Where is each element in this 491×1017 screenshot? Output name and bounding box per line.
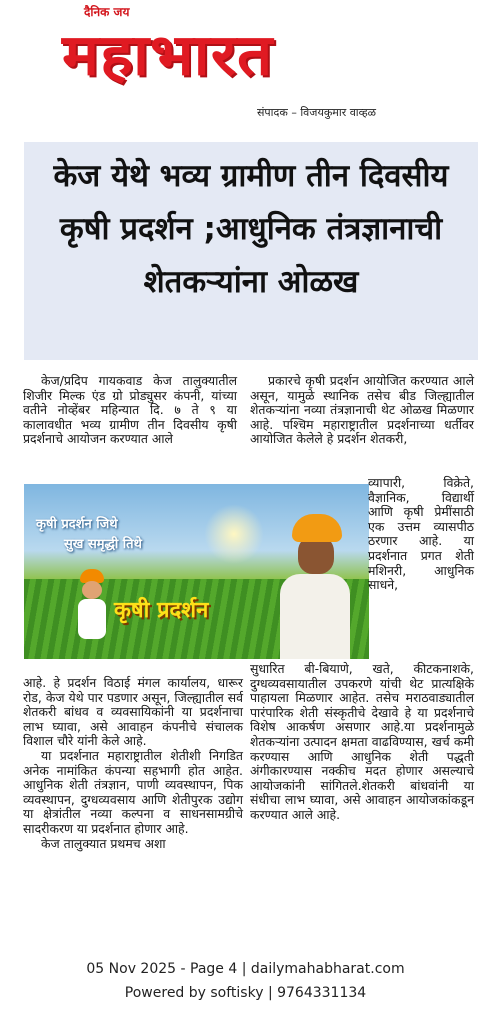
article-paragraph: सुधारित बी-बियाणे, खते, कीटकनाशके, दुग्धव्यवसायातील उपकरणे यांची थेट प्रात्यक्षिके पाहायला मिळणार आहेत. तसेच मराठवाड्यातील पारंपारिक शेती संस्कृतीचे देखावे हे या प्रदर्शनाचे विशेष आकर्षण असणार आहे.या प्रदर्शनामुळे शेतकऱ्यांना उत्पादन क्षमता वाढविण्यास, खर्च कमी करण्यास आणि आधुनिक शेती पद्धती अंगीकारण्यास नक्कीच मदत होणार असल्याचे आयोजकांनी सांगितले.शेतकरी बांधवांनी या संधीचा लाभ घ्यावा, असे आवाहन आयोजकांकडून करण्यात आले आहे. [250, 661, 474, 822]
krishi-pradarshan-banner [24, 484, 369, 659]
masthead [0, 0, 491, 128]
banner-brand: कृषी प्रदर्शन [114, 598, 209, 623]
sun-glow [204, 504, 264, 564]
footer-credit: Powered by softisky | 9764331134 [124, 985, 367, 1001]
logo-prefix: दैनिक जय [84, 5, 130, 19]
article-column-3 [23, 676, 243, 851]
farmer-photo [274, 514, 354, 659]
editor-credit: संपादक – विजयकुमार वाव्हळ [257, 106, 377, 119]
footer-date-page: 05 Nov 2025 - Page 4 | dailymahabharat.com [86, 961, 405, 977]
article-paragraph: या प्रदर्शनात महाराष्ट्रातील शेतीशी निगडित अनेक नामांकित कंपन्या सहभागी होत आहेत. आधुनिक शेती तंत्रज्ञान, पाणी व्यवस्थापन, पिक व्यवस्थापन, दुग्धव्यवसाय आणि शेतीपुरक उद्योग या क्षेत्रांतील नव्या कल्पना व साधनसामग्रीचे सादरीकरण या प्रदर्शनात होणार आहे. [23, 747, 243, 836]
banner-tagline-1: कृषी प्रदर्शन जिथे [36, 517, 118, 532]
article-paragraph: आहे. हे प्रदर्शन विठाई मंगल कार्यालय, धारूर रोड, केज येथे पार पडणार असून, जिल्ह्यातील सर्व शेतकरी बांधव व व्यवसायिकांनी या प्रदर्शनाचा लाभ घ्यावा, असे आवाहन कंपनीचे संचालक विशाल चौरे यांनी केले आहे. [23, 675, 243, 749]
cartoon-farmer-icon [74, 569, 110, 639]
article-paragraph: प्रकारचे कृषी प्रदर्शन आयोजित करण्यात आले असून, यामुळे स्थानिक तसेच बीड जिल्ह्यातील शेतकऱ्यांना नव्या तंत्रज्ञानाची थेट ओळख मिळणार आहे. पश्चिम महाराष्ट्रातील प्रदर्शनाच्या धर्तीवर आयोजित केलेले हे प्रदर्शन शेतकरी, [250, 373, 474, 447]
newspaper-logo: महाभारत [62, 21, 274, 89]
headline: केज येथे भव्य ग्रामीण तीन दिवसीय कृषी प्रदर्शन ;आधुनिक तंत्रज्ञानाची शेतकऱ्यांना ओळख [53, 158, 449, 300]
banner-tagline-2: सुख समृद्धी तिथे [64, 537, 142, 552]
article-paragraph: केज/प्रदिप गायकवाड केज तालुक्यातील शिजीर मिल्क एंड ग्रो प्रोड्युसर कंपनी, यांच्या वतीने नोव्हेंबर महिन्यात दि. ७ ते ९ या कालावधीत भव्य ग्रामीण तीन दिवसीय कृषी प्रदर्शनाचे आयोजन करण्यात आले [23, 373, 237, 447]
article-paragraph: व्यापारी, विक्रेते, वैज्ञानिक, विद्यार्थी आणि कृषी प्रेमींसाठी एक उत्तम व्यासपीठ ठरणार आहे. या प्रदर्शनात प्रगत शेती मशिनरी, आधुनिक साधने, [368, 475, 474, 593]
article-column-1 [23, 374, 237, 447]
article-column-2 [250, 374, 474, 447]
article-column-4 [250, 662, 474, 823]
article-paragraph: केज तालुक्यात प्रथमच अशा [41, 835, 166, 851]
article-column-2-continued [368, 476, 474, 593]
